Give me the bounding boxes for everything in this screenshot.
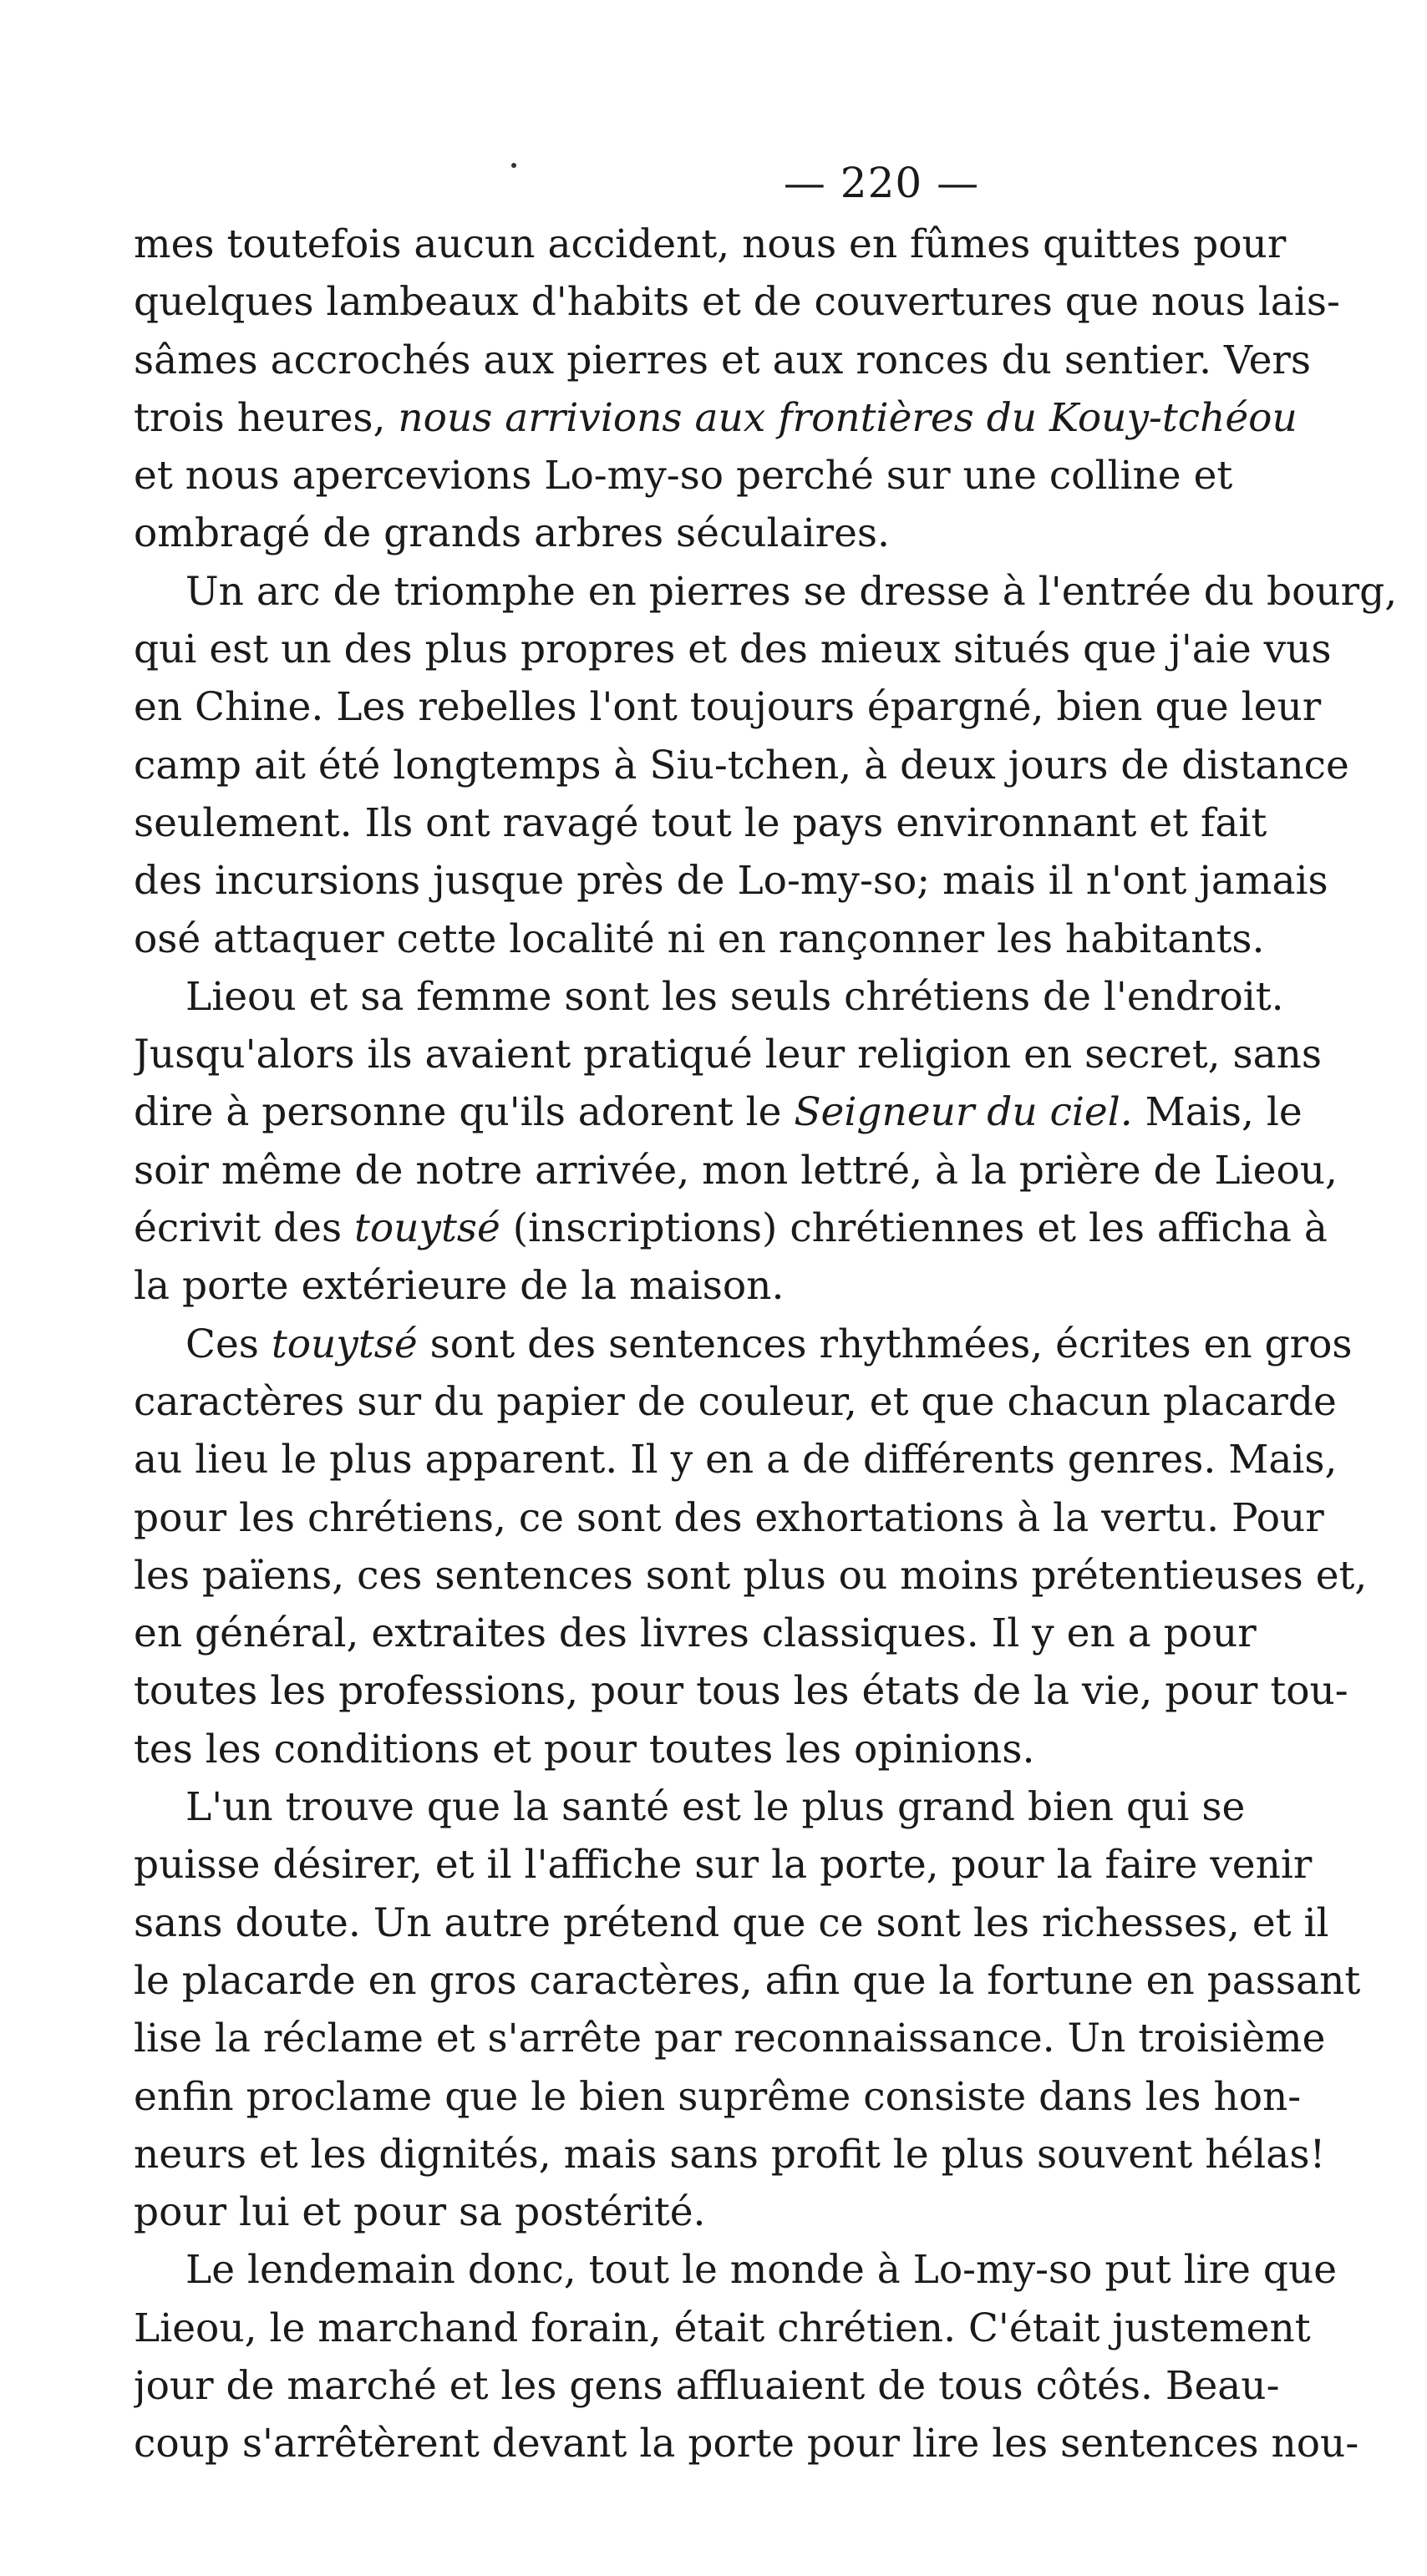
text-line: L'un trouve que la santé est le plus grand bien qui se [185, 1784, 1246, 1831]
paragraph-5 [134, 1778, 1420, 2241]
book-page [134, 155, 1420, 2561]
text-run: (inscriptions) chrétiennes et les afficha à [500, 1205, 1328, 1252]
text-line: quelques lambeaux d'habits et de couvertures que nous lais- [134, 279, 1340, 326]
text-line: et nous apercevions Lo-my-so perché sur une colline et [134, 453, 1233, 499]
text-run: Mais, le [1132, 1089, 1303, 1136]
paragraph-2 [134, 563, 1420, 968]
text-line: le placarde en gros caractères, afin que la fortune en passant [134, 1957, 1361, 2004]
text-line: Lieou, le marchand forain, était chrétien. C'était justement [134, 2305, 1311, 2351]
text-line: pour lui et pour sa postérité. [134, 2189, 706, 2236]
text-line: des incursions jusque près de Lo-my-so; mais il n'ont jamais [134, 858, 1328, 905]
text-line: soir même de notre arrivée, mon lettré, à la prière de Lieou, [134, 1147, 1338, 1194]
paragraph-6 [134, 2241, 1420, 2472]
text-line: lise la réclame et s'arrête par reconnaissance. Un troisième [134, 2016, 1326, 2062]
text-line: Le lendemain donc, tout le monde à Lo-my-so put lire que [185, 2247, 1338, 2294]
text-line: mes toutefois aucun accident, nous en fûmes quittes pour [134, 221, 1287, 267]
text-line: jour de marché et les gens affluaient de tous côtés. Beau- [134, 2362, 1280, 2409]
text-line: tes les conditions et pour toutes les opinions. [134, 1726, 1035, 1772]
text-line: coup s'arrêtèrent devant la porte pour lire les sentences nou- [134, 2421, 1359, 2467]
text-line-mixed [134, 1083, 1420, 1141]
text-line: toutes les professions, pour tous les états de la vie, pour tou- [134, 1668, 1348, 1715]
text-line: la porte extérieure de la maison. [134, 1263, 785, 1310]
text-line: camp ait été longtemps à Siu-tchen, à deux jours de distance [134, 742, 1349, 789]
text-run: trois heures, [134, 394, 399, 441]
italic-run: nous arrivions aux frontières du Kouy-tchéou [398, 394, 1298, 441]
text-run: écrivit des [134, 1205, 355, 1252]
italic-run: touytsé [271, 1321, 418, 1367]
italic-run: Seigneur du ciel. [794, 1089, 1133, 1136]
text-line: au lieu le plus apparent. Il y en a de différents genres. Mais, [134, 1437, 1338, 1483]
text-line: seulement. Ils ont ravagé tout le pays environnant et fait [134, 799, 1267, 846]
text-line: Un arc de triomphe en pierres se dresse à l'entrée du bourg, [185, 568, 1398, 615]
text-line: enfin proclame que le bien suprême consiste dans les hon- [134, 2073, 1302, 2120]
text-line: neurs et les dignités, mais sans profit le plus souvent hélas! [134, 2131, 1326, 2178]
text-line: pour les chrétiens, ce sont des exhortations à la vertu. Pour [134, 1494, 1324, 1541]
text-line: caractères sur du papier de couleur, et que chacun placarde [134, 1378, 1337, 1425]
italic-run: touytsé [354, 1205, 500, 1252]
text-line-mixed [134, 1316, 1420, 1373]
text-line-mixed [134, 389, 1420, 447]
text-run: dire à personne qu'ils adorent le [134, 1089, 795, 1136]
text-line: en général, extraites des livres classiques. Il y en a pour [134, 1610, 1257, 1657]
text-line: puisse désirer, et il l'affiche sur la porte, pour la faire venir [134, 1842, 1313, 1889]
text-line: Lieou et sa femme sont les seuls chrétiens de l'endroit. [185, 973, 1284, 1020]
text-run: Ces [185, 1321, 272, 1367]
paragraph-3 [134, 968, 1420, 1316]
text-line: ombragé de grands arbres séculaires. [134, 510, 890, 557]
body-text [134, 216, 1420, 2473]
text-line: osé attaquer cette localité ni en rançonner les habitants. [134, 915, 1265, 962]
text-line: les païens, ces sentences sont plus ou moins prétentieuses et, [134, 1552, 1368, 1599]
text-line: en Chine. Les rebelles l'ont toujours épargné, bien que leur [134, 684, 1322, 731]
text-run: sont des sentences rhythmées, écrites en gros [417, 1321, 1353, 1367]
paragraph-1 [134, 216, 1420, 563]
text-line: sans doute. Un autre prétend que ce sont les richesses, et il [134, 1899, 1329, 1946]
paragraph-4 [134, 1316, 1420, 1778]
page-number: — 220 — [783, 159, 980, 207]
text-line: Jusqu'alors ils avaient pratiqué leur religion en secret, sans [134, 1032, 1323, 1078]
text-line: qui est un des plus propres et des mieux situés que j'aie vus [134, 626, 1332, 673]
text-line: sâmes accrochés aux pierres et aux ronces du sentier. Vers [134, 337, 1312, 383]
text-line-mixed [134, 1199, 1420, 1257]
